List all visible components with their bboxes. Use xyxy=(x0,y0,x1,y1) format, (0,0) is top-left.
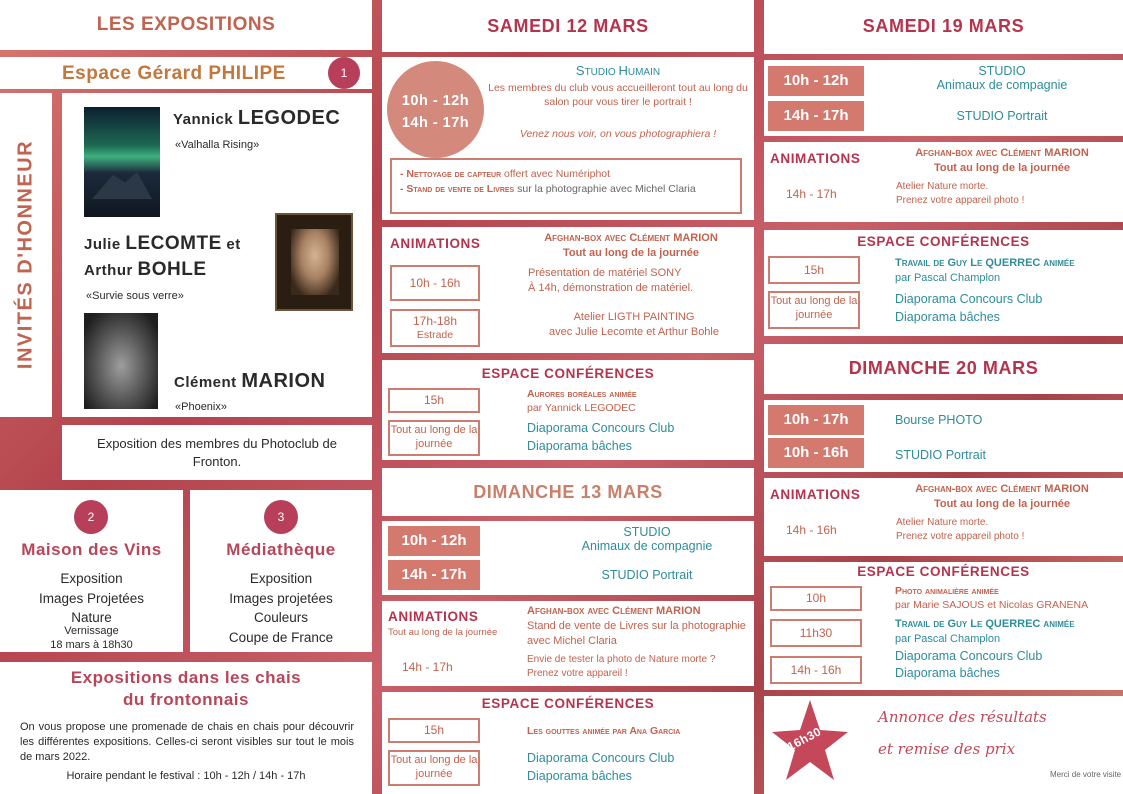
services-text xyxy=(400,167,734,196)
sat19-nature xyxy=(896,180,1116,207)
sun13-nature: Envie de tester la photo de Nature morte ? Prenez votre appareil ! xyxy=(527,654,716,679)
members-panel xyxy=(62,425,372,480)
sat19-nature2: Prenez votre appareil photo ! xyxy=(896,194,1025,206)
sun20-studio: STUDIO Portrait xyxy=(895,448,986,462)
sat19-travail-by: par Pascal Champlon xyxy=(895,271,1001,284)
sun13-afghan: Afghan-box avec Clément MARION xyxy=(527,605,701,617)
sat12-anim-time2 xyxy=(390,309,480,347)
sun20-conf-label: ESPACE CONFÉRENCES xyxy=(857,564,1030,579)
sat12-anim-time1: 10h - 16h xyxy=(390,265,480,301)
chais-panel xyxy=(0,662,372,794)
survie-photo xyxy=(275,213,353,311)
sony-line1: Présentation de matériel SONY xyxy=(528,267,682,279)
invites-label: INVITÉS D'HONNEUR xyxy=(14,139,37,370)
books-label: - Stand de vente de Livres xyxy=(400,182,515,195)
studio-humain-panel xyxy=(382,57,754,220)
aurores-by: par Yannick LEGODEC xyxy=(527,402,636,415)
studio-hours-pm: 14h - 17h xyxy=(401,115,470,132)
chais-title-line1: Expositions dans les chais xyxy=(70,668,302,687)
sun13-studio-panel xyxy=(382,521,754,595)
sun13-diaporamas xyxy=(527,749,747,785)
sun20-travail-title: Travail de Guy Le QUERREC animée xyxy=(895,618,1075,630)
sun13-header xyxy=(382,468,754,516)
sat19-studio1-sub: Animaux de compagnie xyxy=(936,78,1068,93)
members-expo: Exposition des membres du Photoclub de Fronton. xyxy=(97,436,337,470)
studio-hours-circle xyxy=(387,61,484,158)
sat19-afghan-title: Afghan-box avec Clément MARION xyxy=(915,147,1089,159)
sun20-conf-time2: 11h30 xyxy=(770,619,862,647)
artist1-work: «Valhalla Rising» xyxy=(175,139,260,151)
sat12-anim-label: ANIMATIONS xyxy=(390,236,481,251)
valhalla-photo xyxy=(84,107,160,217)
sun13-anim-panel xyxy=(382,601,754,686)
med-list xyxy=(190,569,372,647)
sun20-header xyxy=(764,344,1123,394)
sun20-bourse: Bourse PHOTO xyxy=(895,413,983,427)
studio-h: H xyxy=(618,63,628,78)
chais-hours: Horaire pendant le festival : 10h - 12h / 14h - 17h xyxy=(66,770,306,782)
artist2-work: «Survie sous verre» xyxy=(86,290,184,302)
sat12-afghan-title: Afghan-box avec Clément MARION xyxy=(544,232,718,244)
artist1-name xyxy=(173,107,340,130)
sat19-diaporamas xyxy=(895,290,1115,326)
aurores-title: Aurores boréales animée xyxy=(527,388,637,400)
chais-title xyxy=(0,667,372,711)
artists-panel xyxy=(62,93,372,417)
sat12-conf-time2: Tout au long de la journée xyxy=(388,420,480,456)
expos-header xyxy=(0,0,372,50)
sat19-time2: 14h - 17h xyxy=(768,101,864,131)
med-title: Médiathèque xyxy=(226,540,336,559)
sun13-anim-sub: Tout au long de la journée xyxy=(388,627,498,638)
studio-s: S xyxy=(575,63,585,78)
sat12-aurores xyxy=(527,387,747,415)
sun20-afghan xyxy=(892,482,1112,512)
invites-band xyxy=(0,93,52,417)
sat19-afghan-sub: Tout au long de la journée xyxy=(933,161,1071,174)
result-line1: Annonce des résultats xyxy=(878,708,1047,726)
sat19-afghan xyxy=(892,146,1112,176)
artist1-last: LEGODEC xyxy=(237,107,341,129)
sun20-time3: 14h - 16h xyxy=(786,523,837,537)
sat19-studio2: STUDIO Portrait xyxy=(956,109,1048,123)
studio-rest2: UMAIN xyxy=(627,67,661,78)
sun20-photo-by: par Marie SAJOUS et Nicolas GRANENA xyxy=(895,599,1089,612)
sun20-afghan-sub: Tout au long de la journée xyxy=(933,497,1071,510)
phoenix-photo xyxy=(84,313,158,409)
sun13-conf-panel xyxy=(382,692,754,794)
sun13-conf-time1: 15h xyxy=(388,718,480,743)
sun20-dia1: Diaporama Concours Club xyxy=(895,649,1043,663)
sun20-nature1: Atelier Nature morte. xyxy=(896,517,989,528)
studio-humain-title xyxy=(486,63,750,78)
merci-text: Merci de votre visite xyxy=(1050,770,1122,779)
sun20-travail xyxy=(895,617,1119,647)
sun20-time2: 10h - 16h xyxy=(768,438,864,468)
sat12-sony xyxy=(528,266,748,296)
cleaning-desc: offert avec Numériphot xyxy=(501,168,611,180)
sun13-studio2: STUDIO Portrait xyxy=(601,568,693,582)
sun20-photo xyxy=(895,584,1119,612)
sat19-studio1-title: STUDIO xyxy=(978,64,1026,78)
sun20-nature2: Prenez votre appareil photo ! xyxy=(896,530,1025,542)
sat19-anim-panel xyxy=(764,142,1123,222)
sun13-studio1-title: STUDIO xyxy=(623,525,671,539)
artist2-name xyxy=(84,231,241,282)
ligth-line2: avec Julie Lecomte et Arthur Bohle xyxy=(549,325,719,338)
sat19-travail-title: Travail de Guy Le QUERREC animée xyxy=(895,257,1075,269)
mv-item: Exposition xyxy=(60,571,123,586)
sun13-studio1-sub: Animaux de compagnie xyxy=(581,539,713,554)
sat12-conf-time1: 15h xyxy=(388,388,480,413)
chais-text: On vous propose une promenade de chais en chais pour découvrir les différentes expositions. Celles-ci seront visibles sur tout le mois de mars 2022. xyxy=(20,721,354,764)
sun20-conf-time1: 10h xyxy=(770,586,862,611)
sun20-time1: 10h - 17h xyxy=(768,405,864,435)
ligth-line1: Atelier LIGTH PAINTING xyxy=(573,311,695,323)
mv-item: Images Projetées xyxy=(38,590,145,606)
sat12-header xyxy=(382,0,754,52)
sun13-dia1: Diaporama Concours Club xyxy=(527,751,675,765)
sat12-afghan xyxy=(518,231,744,261)
sat12-anim-time2a: 17h-18h xyxy=(412,314,458,328)
sat19-conf-time2: Tout au long de la journée xyxy=(768,291,860,329)
sat19-time1: 10h - 12h xyxy=(768,66,864,96)
sat12-conf-panel xyxy=(382,360,754,460)
sun13-anim-desc xyxy=(527,604,747,649)
sat12-animations-panel xyxy=(382,227,754,353)
sat19-studio-panel xyxy=(764,60,1123,136)
sun20-title: DIMANCHE 20 MARS xyxy=(848,358,1039,378)
mv-item: Nature xyxy=(71,610,112,626)
cleaning-label: - Nettoyage de capteur xyxy=(400,168,502,180)
sun13-time2: 14h - 17h xyxy=(388,560,480,590)
result-line2: et remise des prix xyxy=(878,740,1016,758)
maison-vins-panel xyxy=(0,490,183,652)
sun13-time1: 10h - 12h xyxy=(388,526,480,556)
artist2-last: LECOMTE xyxy=(125,233,222,254)
sun20-diaporamas xyxy=(895,648,1115,682)
med-number-badge: 3 xyxy=(264,500,298,534)
sat19-conf-panel xyxy=(764,230,1123,336)
med-item: Images projetées xyxy=(229,590,333,606)
sat12-dia1: Diaporama Concours Club xyxy=(527,421,675,435)
sat12-dia2: Diaporama bâches xyxy=(527,439,632,454)
artist3-last: BOHLE xyxy=(137,258,207,280)
med-item: Couleurs xyxy=(253,610,309,626)
sun20-travail-by: par Pascal Champlon xyxy=(895,632,1001,645)
mv-vernissage xyxy=(0,624,183,652)
sun20-dia2: Diaporama bâches xyxy=(895,665,1000,680)
sat19-studio1 xyxy=(902,64,1102,93)
sat19-travail xyxy=(895,256,1119,286)
studio-hours xyxy=(387,90,484,135)
sony-line2: À 14h, démonstration de matériel. xyxy=(528,281,694,294)
studio-cta: Venez nous voir, on vous photographiera ! xyxy=(519,128,717,140)
med-item: Exposition xyxy=(249,571,313,586)
sun13-conf-label: ESPACE CONFÉRENCES xyxy=(481,696,655,711)
artist3-first: Arthur xyxy=(84,261,133,279)
sun20-anim-label: ANIMATIONS xyxy=(770,487,861,502)
mv-vern-label: Vernissage xyxy=(64,625,119,637)
sat12-diaporamas xyxy=(527,419,747,455)
gp-header xyxy=(0,57,372,89)
mv-list xyxy=(0,569,183,628)
sat19-dia1: Diaporama Concours Club xyxy=(895,292,1043,306)
artist2-first: Julie xyxy=(84,236,121,253)
sat12-afghan-sub: Tout au long de la journée xyxy=(562,246,700,259)
mv-title: Maison des Vins xyxy=(21,540,162,559)
artist4-last: MARION xyxy=(241,370,326,392)
sat19-time3: 14h - 17h xyxy=(786,187,837,201)
sun20-conf-time3: 14h - 16h xyxy=(770,656,862,684)
artist2-and: et xyxy=(226,236,241,253)
sun20-anim-panel xyxy=(764,478,1123,556)
mediatheque-panel xyxy=(190,490,372,652)
sun13-anim-label: ANIMATIONS xyxy=(388,609,479,624)
sun20-conf-panel xyxy=(764,562,1123,690)
artist4-name xyxy=(174,370,325,393)
sun13-stand: Stand de vente de Livres sur la photographie avec Michel Claria xyxy=(527,619,746,647)
sat12-conf-label: ESPACE CONFÉRENCES xyxy=(481,366,655,381)
artist4-first: Clément xyxy=(174,374,237,391)
gp-title: Espace Gérard PHILIPE xyxy=(62,63,286,84)
chais-title-line2: du frontonnais xyxy=(123,690,249,710)
sun13-gouttes: Les gouttes animée par Ana Garcia xyxy=(527,725,681,737)
sat19-header xyxy=(764,0,1123,54)
sun13-time3: 14h - 17h xyxy=(402,660,453,674)
artist4-work: «Phoenix» xyxy=(175,401,227,413)
sun20-afghan-title: Afghan-box avec Clément MARION xyxy=(915,483,1089,495)
results-panel xyxy=(764,696,1123,794)
mv-vern-date: 18 mars à 18h30 xyxy=(50,639,133,652)
studio-hours-am: 10h - 12h xyxy=(401,93,470,109)
artist1-first: Yannick xyxy=(173,111,234,128)
sat19-anim-label: ANIMATIONS xyxy=(770,151,861,166)
studio-rest: TUDIO xyxy=(584,67,619,78)
sat12-anim-time2b: Estrade xyxy=(416,329,454,341)
sun13-title: DIMANCHE 13 MARS xyxy=(473,482,663,502)
sun13-dia2: Diaporama bâches xyxy=(527,769,632,784)
books-desc: sur la photographie avec Michel Claria xyxy=(514,182,696,195)
studio-desc: Les membres du club vous accueilleront tout au long du salon pour vous tirer le portrait ! xyxy=(488,82,748,109)
services-box xyxy=(390,158,742,214)
sat19-conf-time1: 15h xyxy=(768,256,860,284)
sat19-dia2: Diaporama bâches xyxy=(895,310,1000,325)
sun20-photo-title: Photo animalière animée xyxy=(895,585,999,597)
sat19-nature1: Atelier Nature morte. xyxy=(896,181,989,192)
sat19-conf-label: ESPACE CONFÉRENCES xyxy=(857,234,1030,249)
sat12-ligth xyxy=(528,310,740,340)
mv-number-badge: 2 xyxy=(74,500,108,534)
med-item: Coupe de France xyxy=(228,629,334,645)
gp-number-badge: 1 xyxy=(328,57,360,89)
sun20-studio-panel xyxy=(764,400,1123,472)
sun13-conf-time2: Tout au long de la journée xyxy=(388,750,480,786)
sat12-title: SAMEDI 12 MARS xyxy=(487,16,649,36)
expos-title: LES EXPOSITIONS xyxy=(96,14,276,35)
sat19-title: SAMEDI 19 MARS xyxy=(862,16,1025,36)
sun13-studio1 xyxy=(552,525,742,554)
sun20-nature xyxy=(896,516,1116,543)
star-time: 16h30 xyxy=(784,724,824,754)
